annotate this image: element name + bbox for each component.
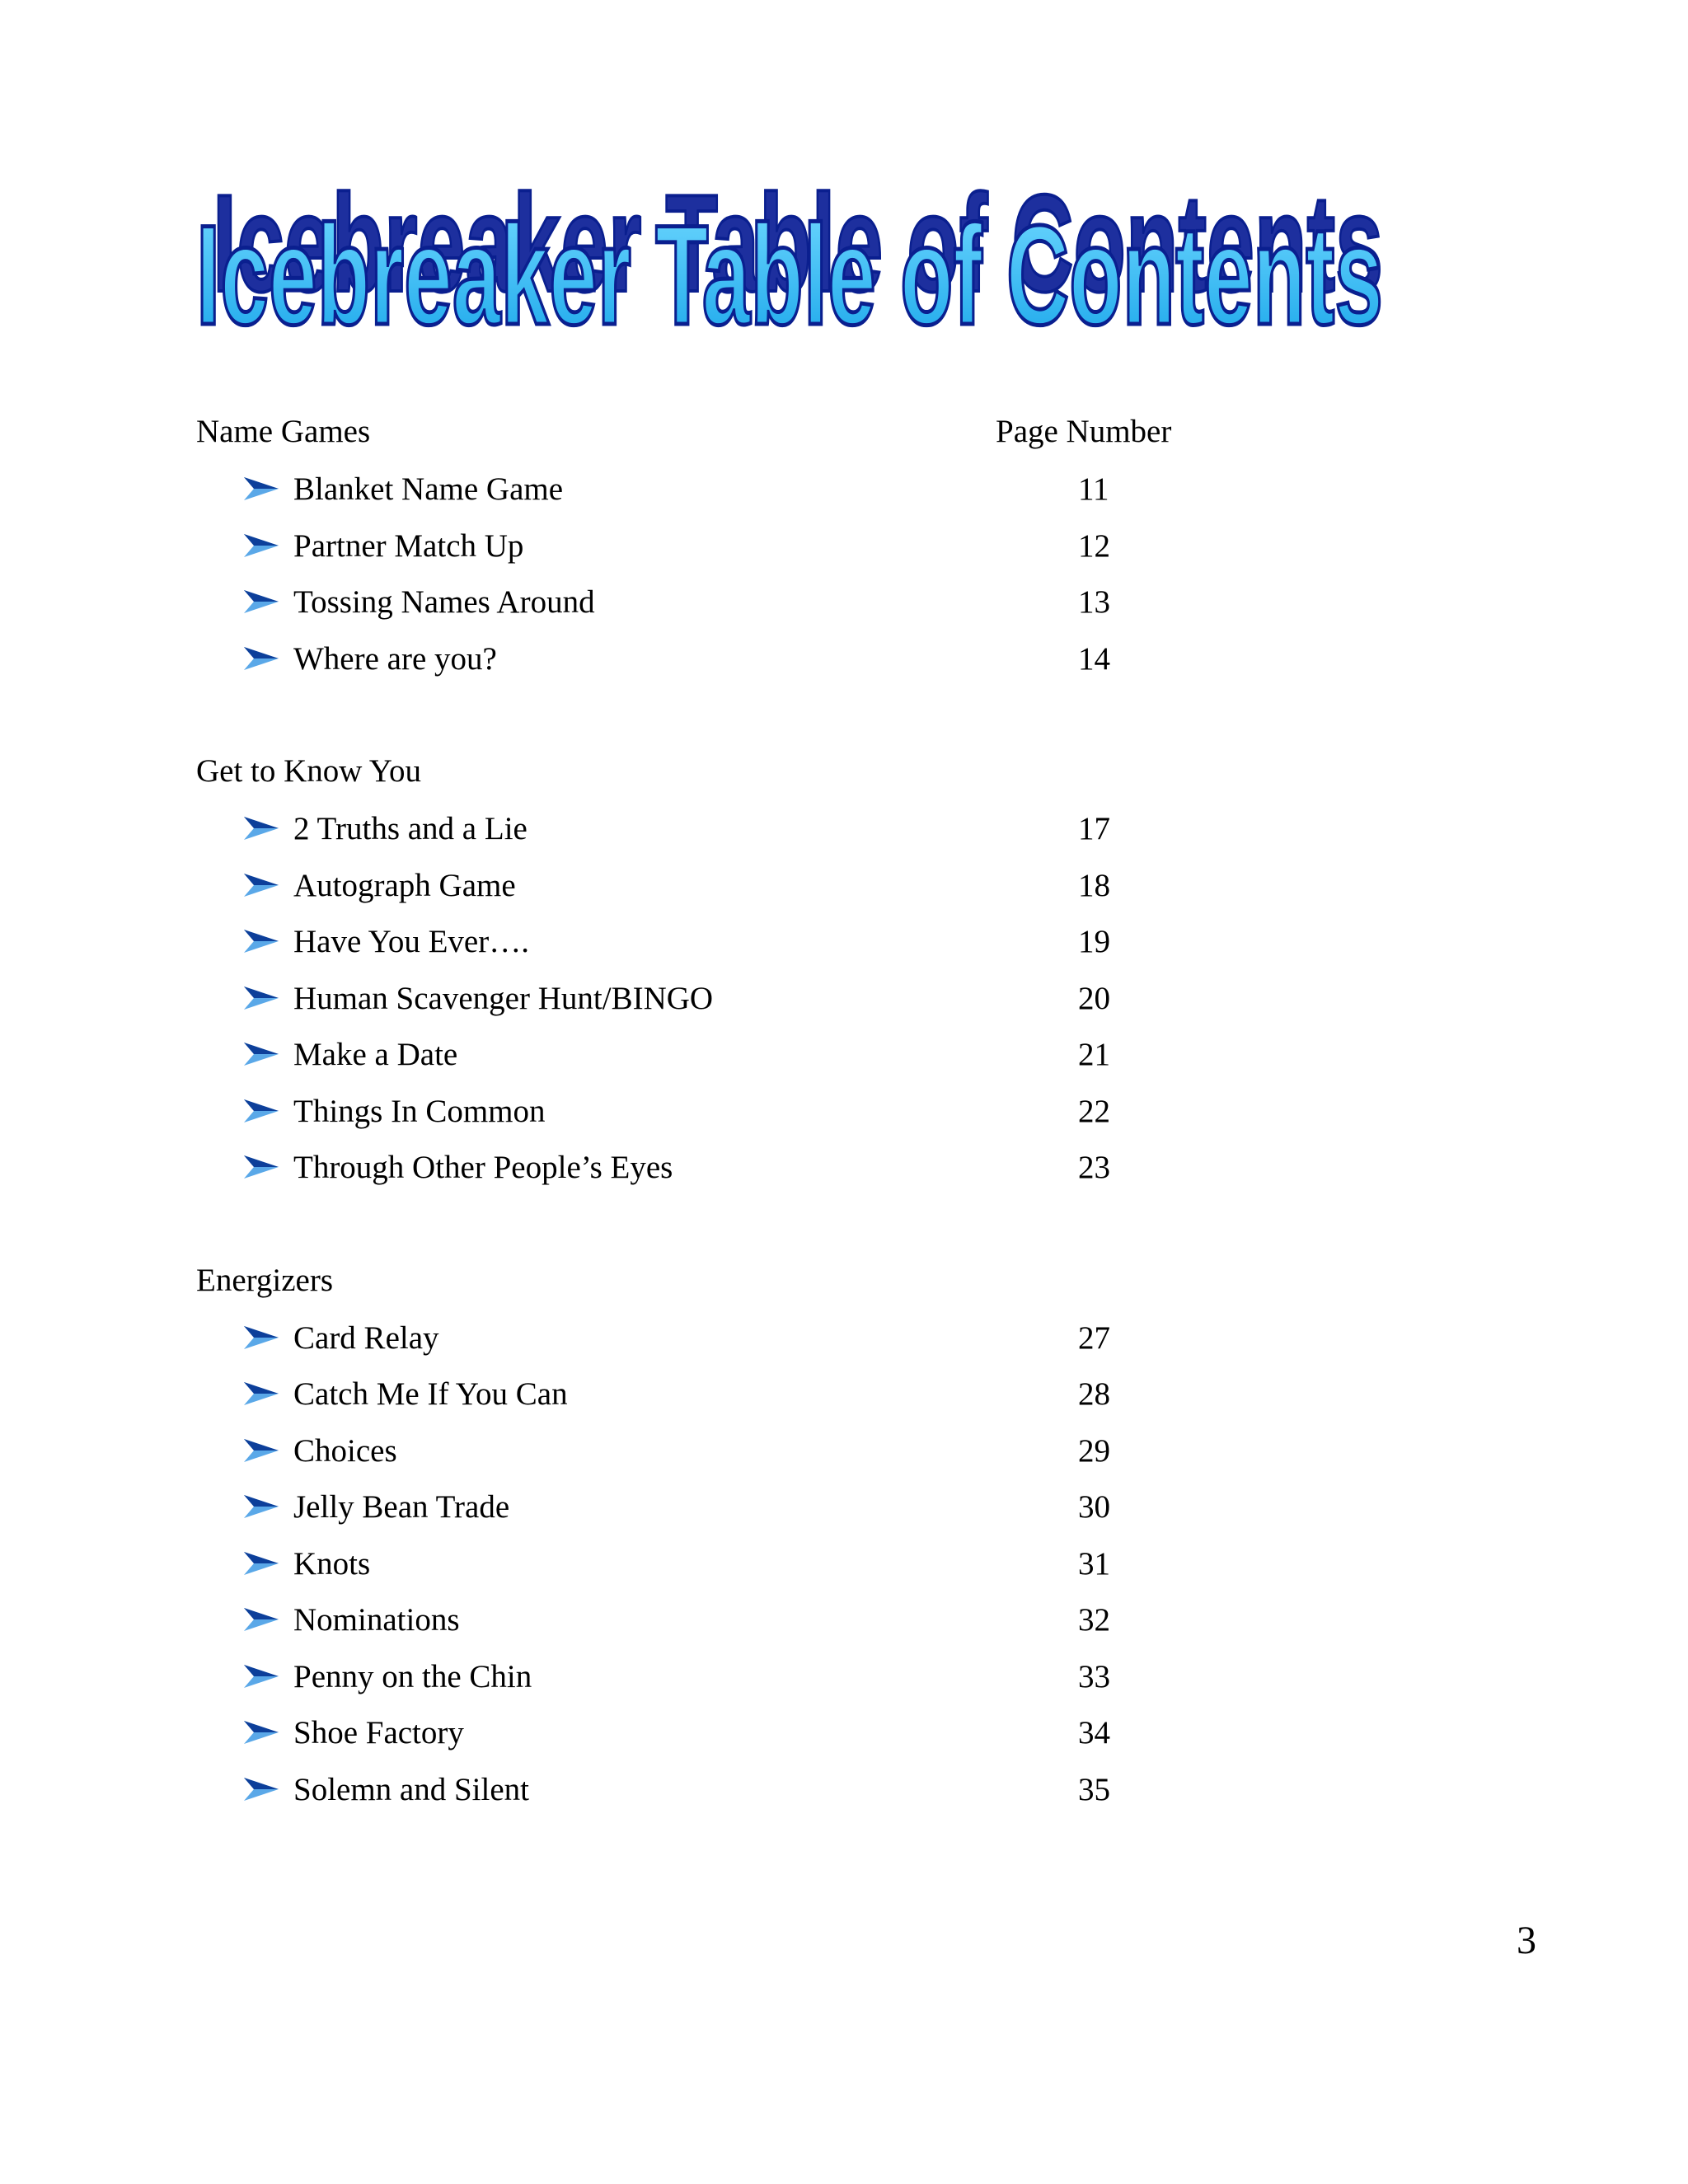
arrow-bullet-icon [242, 1550, 280, 1577]
arrow-bullet-icon [242, 645, 280, 672]
arrow-bullet-icon [242, 1098, 280, 1124]
section-header [196, 743, 1268, 801]
toc-entry [196, 801, 1268, 858]
title-graphic [190, 161, 1393, 350]
section-title: Get to Know You [196, 753, 422, 789]
toc-entry-label: Penny on the Chin [293, 1658, 532, 1694]
section-spacer [196, 687, 1268, 743]
toc-entry-page: 29 [1078, 1432, 1110, 1469]
toc-entry [196, 1479, 1268, 1536]
section-title: Energizers [196, 1262, 334, 1298]
toc-entry-page: 32 [1078, 1602, 1110, 1638]
toc-entry-page: 33 [1078, 1658, 1110, 1694]
toc-entry-label: Shoe Factory [293, 1715, 464, 1750]
toc-entry-label: Solemn and Silent [293, 1771, 529, 1807]
toc-entry [196, 574, 1268, 631]
page-number: 3 [1517, 1919, 1536, 1962]
title-shadow: Icebreaker Table of Contents [213, 166, 1383, 321]
arrow-bullet-icon [242, 872, 280, 898]
title-text: Icebreaker Table of Contents [196, 196, 1383, 350]
toc-entry-label: Make a Date [293, 1037, 458, 1072]
toc-entry-page: 30 [1078, 1489, 1110, 1525]
toc-entry-page: 34 [1078, 1715, 1110, 1750]
toc-entry-page: 35 [1078, 1771, 1110, 1807]
arrow-bullet-icon [242, 476, 280, 502]
toc-entry-page: 11 [1078, 471, 1109, 507]
section-header [196, 404, 1268, 462]
toc-entry-page: 14 [1078, 640, 1110, 677]
toc-entry [196, 1027, 1268, 1084]
wordart-title [190, 161, 1393, 350]
toc-entry [196, 1592, 1268, 1649]
toc-entry-label: Blanket Name Game [293, 471, 564, 507]
arrow-bullet-icon [242, 815, 280, 841]
toc-entry [196, 1423, 1268, 1480]
toc-entry-label: Human Scavenger Hunt/BINGO [293, 980, 714, 1016]
toc-entry [196, 858, 1268, 915]
arrow-bullet-icon [242, 1719, 280, 1746]
toc-entry-label: Tossing Names Around [293, 584, 595, 620]
page-number-column-header: Page Number [996, 414, 1172, 449]
toc-entry [196, 914, 1268, 971]
toc-entry-label: 2 Truths and a Lie [293, 811, 528, 846]
toc-entry-label: Autograph Game [293, 867, 516, 903]
arrow-bullet-icon [242, 928, 280, 954]
toc-entry-page: 18 [1078, 867, 1110, 903]
arrow-bullet-icon [242, 1493, 280, 1520]
toc-entry [196, 1366, 1268, 1423]
toc-entry-label: Catch Me If You Can [293, 1376, 568, 1412]
toc-entry [196, 462, 1268, 518]
toc-entry-label: Through Other People’s Eyes [293, 1150, 673, 1185]
toc-entry [196, 1084, 1268, 1141]
toc-entry [196, 971, 1268, 1028]
toc-entry-page: 22 [1078, 1093, 1110, 1129]
toc-entry-label: Things In Common [293, 1093, 546, 1129]
arrow-bullet-icon [242, 1776, 280, 1802]
toc-entry-label: Have You Ever…. [293, 924, 529, 959]
arrow-bullet-icon [242, 1041, 280, 1067]
toc-entry-label: Choices [293, 1432, 397, 1469]
toc-entry [196, 631, 1268, 688]
toc-entry [196, 1140, 1268, 1197]
toc-entry-page: 28 [1078, 1376, 1110, 1412]
section-title: Name Games [196, 414, 371, 449]
toc-entry-page: 27 [1078, 1319, 1110, 1356]
toc-entry-label: Nominations [293, 1602, 460, 1638]
arrow-bullet-icon [242, 1606, 280, 1633]
section-header [196, 1253, 1268, 1310]
toc-entry [196, 1536, 1268, 1593]
arrow-bullet-icon [242, 1380, 280, 1407]
arrow-bullet-icon [242, 532, 280, 559]
toc-entry-label: Card Relay [293, 1319, 439, 1356]
toc-entry-page: 20 [1078, 980, 1110, 1016]
arrow-bullet-icon [242, 1437, 280, 1464]
toc-entry-page: 23 [1078, 1150, 1110, 1185]
toc-entry-label: Knots [293, 1545, 371, 1582]
arrow-bullet-icon [242, 1663, 280, 1690]
arrow-bullet-icon [242, 1324, 280, 1351]
toc-entry [196, 1649, 1268, 1706]
toc-entry-label: Partner Match Up [293, 527, 524, 564]
arrow-bullet-icon [242, 1154, 280, 1180]
arrow-bullet-icon [242, 588, 280, 615]
toc-entry [196, 518, 1268, 575]
toc-entry [196, 1310, 1268, 1367]
toc-entry-page: 12 [1078, 527, 1110, 564]
toc-entry-label: Where are you? [293, 640, 497, 677]
arrow-bullet-icon [242, 985, 280, 1011]
toc-entry [196, 1762, 1268, 1819]
toc-entry-page: 31 [1078, 1545, 1110, 1582]
toc-entry-page: 19 [1078, 924, 1110, 959]
toc-entry-label: Jelly Bean Trade [293, 1489, 510, 1525]
toc-entry [196, 1705, 1268, 1762]
toc-entry-page: 21 [1078, 1037, 1110, 1072]
toc-entry-page: 13 [1078, 584, 1110, 620]
toc-entry-page: 17 [1078, 811, 1110, 846]
table-of-contents [196, 404, 1268, 1818]
section-spacer [196, 1197, 1268, 1253]
